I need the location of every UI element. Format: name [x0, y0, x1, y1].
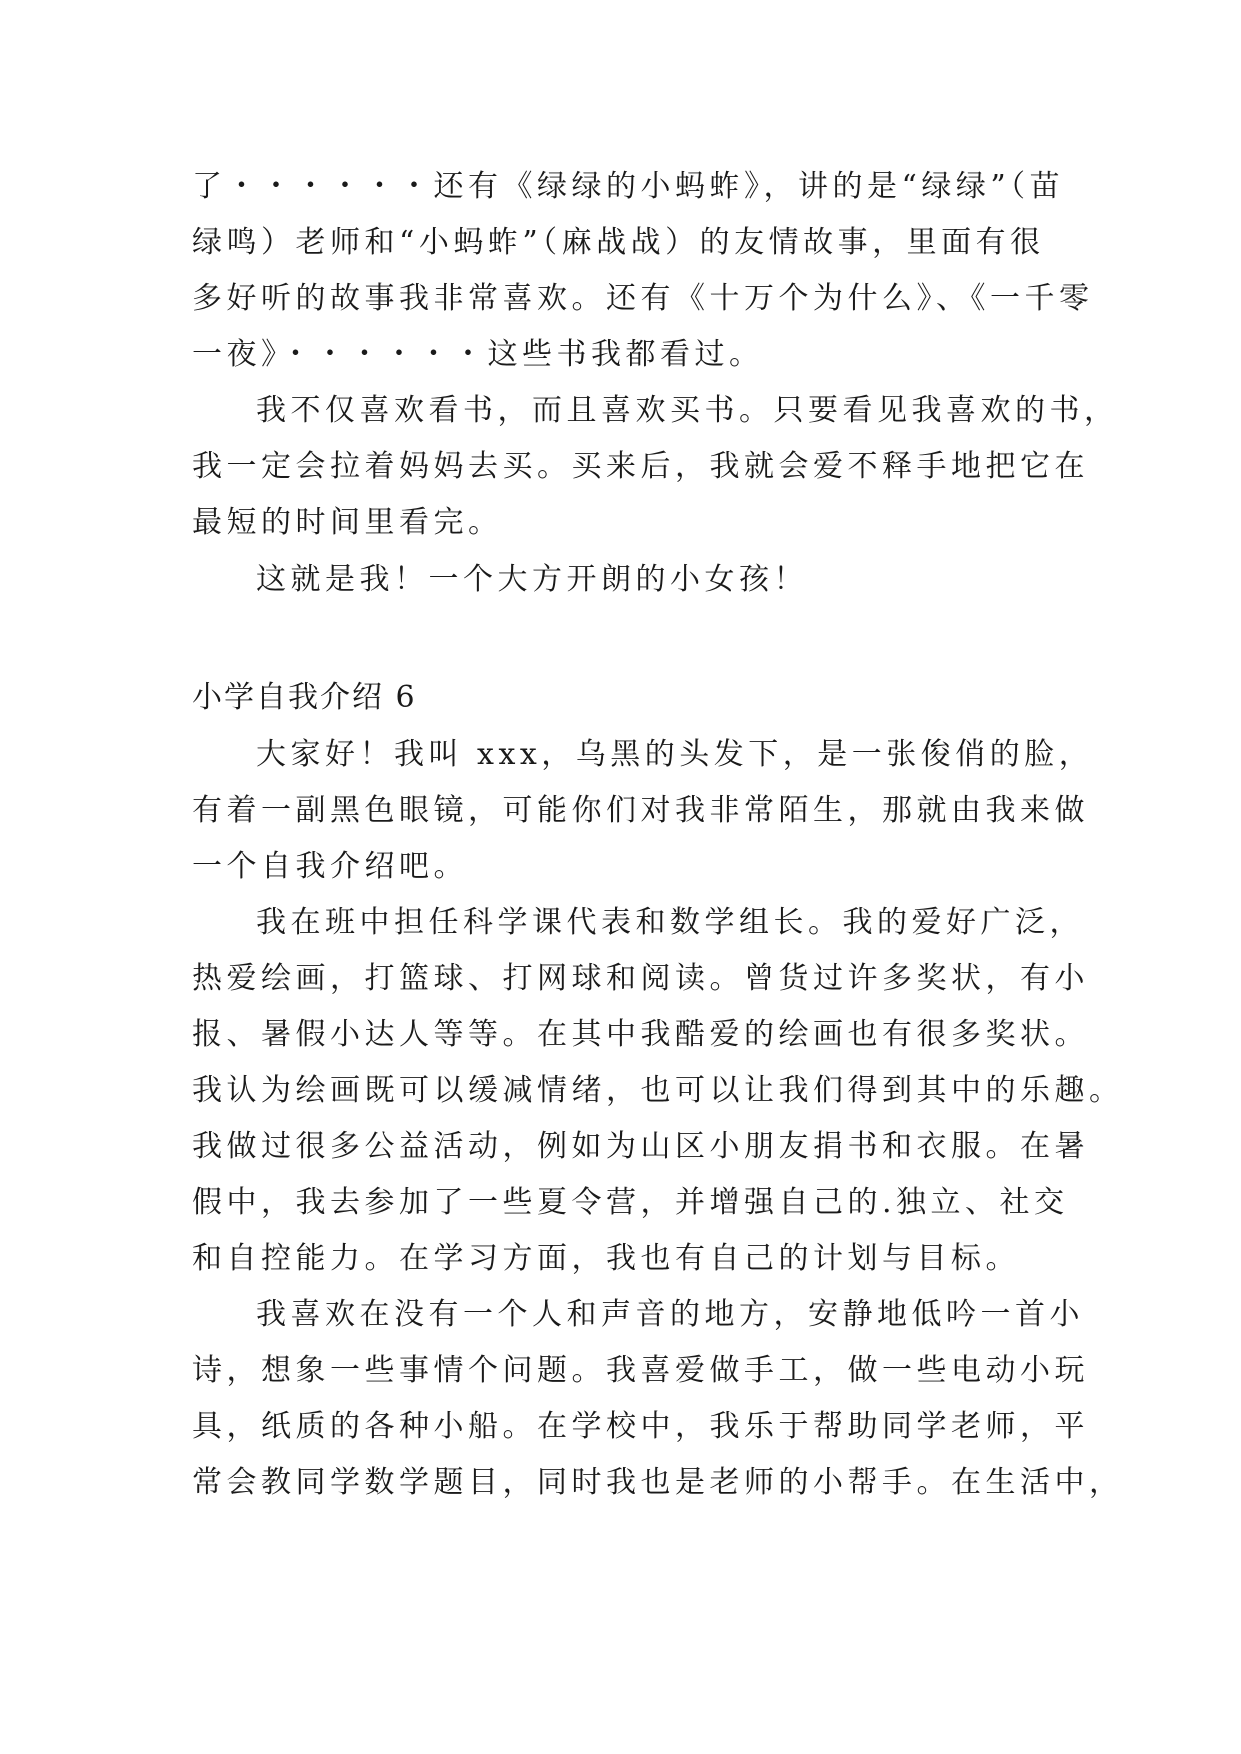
paragraph-first-line: 我在班中担任科学课代表和数学组长。我的爱好广泛，	[256, 905, 1084, 940]
body-text-line: 绿鸣）老师和“小蚂蚱”（麻战战）的友情故事，里面有很	[192, 225, 1045, 260]
body-text-line: 有着一副黑色眼镜，可能你们对我非常陌生，那就由我来做	[192, 793, 1089, 828]
body-text-line: 了・・・・・・还有《绿绿的小蚂蚱》，讲的是“绿绿”（苗	[192, 169, 1065, 204]
paragraph-first-line: 大家好！我叫 xxx，乌黑的头发下，是一张俊俏的脸，	[256, 737, 1094, 772]
body-text-line: 具，纸质的各种小船。在学校中，我乐于帮助同学老师，平	[192, 1409, 1089, 1444]
body-text-line: 我一定会拉着妈妈去买。买来后，我就会爱不释手地把它在	[192, 449, 1089, 484]
body-text-line: 我做过很多公益活动，例如为山区小朋友捐书和衣服。在暑	[192, 1129, 1089, 1164]
body-text-line: 热爱绘画，打篮球、打网球和阅读。曾货过许多奖状，有小	[192, 961, 1089, 996]
body-text-line: 我认为绘画既可以缓减情绪，也可以让我们得到其中的乐趣。	[192, 1073, 1124, 1108]
body-text-line: 多好听的故事我非常喜欢。还有《十万个为什么》、《一千零	[192, 281, 1094, 316]
body-text-line: 诗，想象一些事情个问题。我喜爱做手工，做一些电动小玩	[192, 1353, 1089, 1388]
body-text-line: 常会教同学数学题目，同时我也是老师的小帮手。在生活中，	[192, 1465, 1124, 1500]
body-text-line: 和自控能力。在学习方面，我也有自己的计划与目标。	[192, 1241, 1020, 1276]
body-text-line: 假中，我去参加了一些夏令营，并增强自己的.独立、社交	[192, 1185, 1069, 1220]
body-text-line: 一夜》・・・・・・这些书我都看过。	[192, 337, 764, 372]
paragraph-first-line: 我喜欢在没有一个人和声音的地方，安静地低吟一首小	[256, 1297, 1084, 1332]
section-heading: 小学自我介绍 6	[192, 680, 417, 715]
body-text-line: 一个自我介绍吧。	[192, 849, 468, 884]
body-text-line: 最短的时间里看完。	[192, 505, 503, 540]
body-text-line: 报、暑假小达人等等。在其中我酷爱的绘画也有很多奖状。	[192, 1017, 1089, 1052]
paragraph-first-line: 这就是我！一个大方开朗的小女孩！	[256, 562, 808, 597]
paragraph-first-line: 我不仅喜欢看书，而且喜欢买书。只要看见我喜欢的书，	[256, 393, 1119, 428]
